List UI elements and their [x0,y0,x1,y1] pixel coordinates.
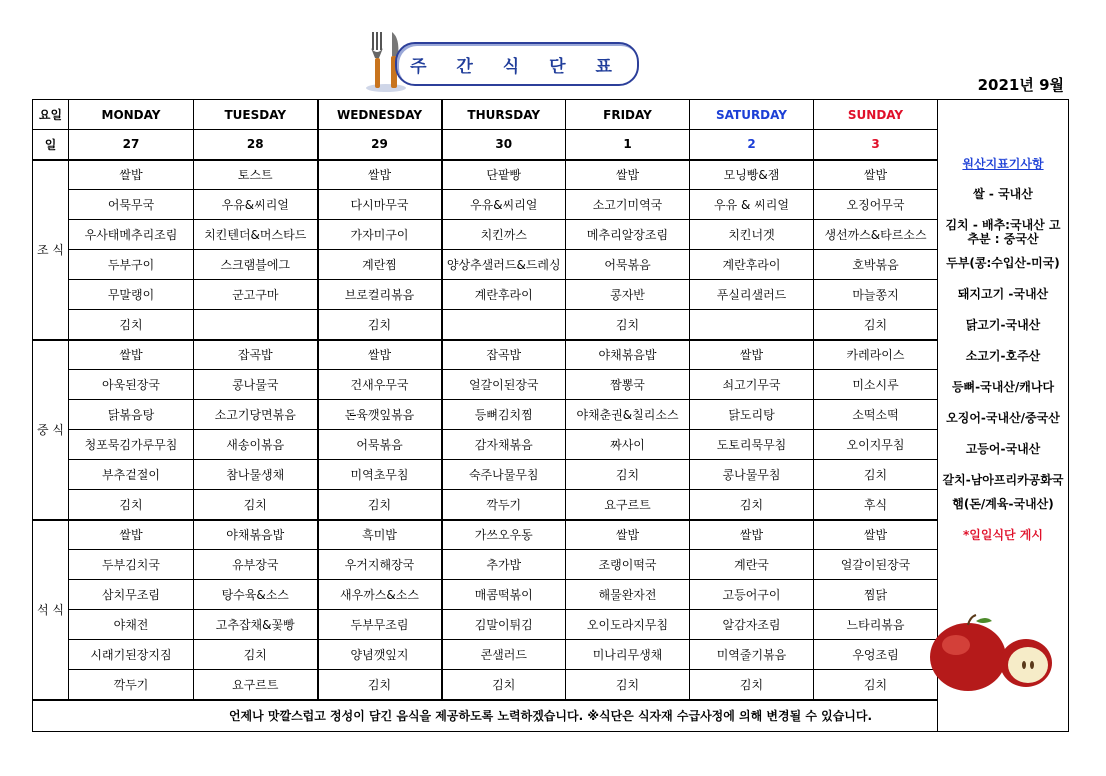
menu-item: 숙주나물무침 [442,460,566,490]
menu-item: 콩자반 [566,280,690,310]
title-banner [395,42,639,86]
menu-row [33,340,1069,370]
weekday-header: WEDNESDAY [318,100,442,130]
menu-row [33,370,1069,400]
menu-item: 소떡소떡 [814,400,938,430]
menu-item: 미소시루 [814,370,938,400]
menu-item: 얼갈이된장국 [442,370,566,400]
menu-item: 닭볶음탕 [69,400,194,430]
menu-row [33,400,1069,430]
date-row [33,130,1069,160]
page-title: 주 간 식 단 표 [410,57,624,77]
menu-item: 치킨까스 [442,220,566,250]
weekday-header: TUESDAY [194,100,318,130]
date-header: 30 [442,130,566,160]
menu-item: 가쓰오우동 [442,520,566,550]
menu-item: 김치 [690,490,814,520]
menu-row [33,280,1069,310]
date-header: 3 [814,130,938,160]
menu-item: 양상추샐러드&드레싱 [442,250,566,280]
origin-item: 등뼈-국내산/캐나다 [951,380,1055,394]
menu-item: 우엉조림 [814,640,938,670]
menu-item: 김치 [194,490,318,520]
menu-item: 스크램블에그 [194,250,318,280]
date-header: 28 [194,130,318,160]
menu-item: 호박볶음 [814,250,938,280]
menu-item: 우사태메추리조림 [69,220,194,250]
menu-item: 마늘쫑지 [814,280,938,310]
menu-item: 김치 [69,490,194,520]
menu-item: 참나물생채 [194,460,318,490]
origin-item: 갈치-남아프리카공화국 [942,473,1064,487]
menu-row [33,190,1069,220]
menu-item: 쌀밥 [566,160,690,190]
menu-item: 생선까스&타르소스 [814,220,938,250]
menu-item: 쌀밥 [69,160,194,190]
menu-item: 우거지해장국 [318,550,442,580]
menu-item: 우유&씨리얼 [442,190,566,220]
menu-item: 어묵무국 [69,190,194,220]
menu-item: 고추잡채&꽃빵 [194,610,318,640]
weekday-header: FRIDAY [566,100,690,130]
date-header: 27 [69,130,194,160]
menu-item: 오징어무국 [814,190,938,220]
date-header-label: 일 [33,130,69,160]
menu-item: 미역줄기볶음 [690,640,814,670]
menu-item: 등뼈김치찜 [442,400,566,430]
menu-item: 양념깻잎지 [318,640,442,670]
weekday-header-label: 요일 [33,100,69,130]
meal-label: 조 식 [33,160,69,340]
menu-item: 쌀밥 [566,520,690,550]
menu-item: 후식 [814,490,938,520]
menu-item: 쌀밥 [690,520,814,550]
menu-item: 김말이튀김 [442,610,566,640]
menu-item: 치킨너겟 [690,220,814,250]
menu-item: 해물완자전 [566,580,690,610]
menu-item: 두부김치국 [69,550,194,580]
menu-item: 찜닭 [814,580,938,610]
weekday-header: SATURDAY [690,100,814,130]
menu-item: 매콤떡볶이 [442,580,566,610]
menu-item: 김치 [194,640,318,670]
menu-item: 단팥빵 [442,160,566,190]
weekday-header: SUNDAY [814,100,938,130]
menu-item: 새우까스&소스 [318,580,442,610]
menu-item: 쌀밥 [69,340,194,370]
menu-item: 돈육깻잎볶음 [318,400,442,430]
menu-item: 김치 [566,310,690,340]
weekday-header: MONDAY [69,100,194,130]
menu-row [33,580,1069,610]
menu-item: 콩나물국 [194,370,318,400]
menu-item: 느타리볶음 [814,610,938,640]
menu-item: 어묵볶음 [318,430,442,460]
menu-item: 고등어구이 [690,580,814,610]
menu-item: 짬뽕국 [566,370,690,400]
menu-item: 토스트 [194,160,318,190]
menu-item [194,310,318,340]
menu-item: 김치 [318,670,442,700]
menu-item: 추가밥 [442,550,566,580]
menu-item: 소고기미역국 [566,190,690,220]
menu-item: 야채전 [69,610,194,640]
menu-item: 푸실리샐러드 [690,280,814,310]
menu-row [33,220,1069,250]
menu-row [33,310,1069,340]
menu-item: 쌀밥 [690,340,814,370]
menu-item: 콩나물무침 [690,460,814,490]
menu-item: 짜사이 [566,430,690,460]
menu-item: 계란후라이 [690,250,814,280]
month-label: 2021년 9월 [977,76,1064,94]
origin-item: 돼지고기 -국내산 [957,287,1049,301]
menu-item: 흑미밥 [318,520,442,550]
menu-item: 소고기당면볶음 [194,400,318,430]
menu-item: 김치 [814,460,938,490]
origin-item: 소고기-호주산 [965,349,1041,363]
menu-item: 부추겉절이 [69,460,194,490]
menu-row [33,640,1069,670]
weekday-row [33,100,1069,130]
menu-item: 깍두기 [69,670,194,700]
menu-item: 조랭이떡국 [566,550,690,580]
origin-item: 고등어-국내산 [965,442,1041,456]
menu-item: 요구르트 [566,490,690,520]
menu-item: 김치 [690,670,814,700]
menu-item: 쌀밥 [814,520,938,550]
menu-item: 다시마무국 [318,190,442,220]
menu-item: 가자미구이 [318,220,442,250]
menu-item: 김치 [566,670,690,700]
origin-item: 닭고기-국내산 [965,318,1041,332]
menu-item: 유부장국 [194,550,318,580]
footer-row [33,700,1069,732]
menu-item: 오이도라지무침 [566,610,690,640]
menu-item: 무말랭이 [69,280,194,310]
menu-item: 쌀밥 [814,160,938,190]
menu-row [33,490,1069,520]
weekly-menu-table [32,99,1069,732]
origin-title: 원산지표기사항 [962,157,1044,171]
menu-item: 계란국 [690,550,814,580]
menu-item: 군고구마 [194,280,318,310]
origin-item: 쌀 - 국내산 [973,187,1033,201]
menu-item: 미역초무침 [318,460,442,490]
menu-item: 계란찜 [318,250,442,280]
origin-item: 김치 - 배추:국내산 고추분 : 중국산 [945,218,1061,246]
menu-item: 카레라이스 [814,340,938,370]
menu-row [33,460,1069,490]
menu-item: 김치 [69,310,194,340]
menu-row [33,670,1069,700]
menu-item: 시래기된장지짐 [69,640,194,670]
menu-item: 쌀밥 [318,160,442,190]
menu-row [33,250,1069,280]
menu-item: 김치 [442,670,566,700]
menu-row [33,430,1069,460]
menu-item: 우유 & 씨리얼 [690,190,814,220]
menu-item: 잡곡밥 [194,340,318,370]
weekday-header: THURSDAY [442,100,566,130]
menu-row [33,550,1069,580]
page-header [0,0,1106,100]
menu-item: 미나리무생채 [566,640,690,670]
menu-item: 콘샐러드 [442,640,566,670]
menu-item: 메추리알장조림 [566,220,690,250]
menu-item: 쌀밥 [69,520,194,550]
menu-item: 쌀밥 [318,340,442,370]
menu-item: 김치 [318,310,442,340]
date-header: 1 [566,130,690,160]
origin-item: 햄(돈/계육-국내산) [952,497,1054,511]
menu-item: 건새우무국 [318,370,442,400]
menu-item [442,310,566,340]
menu-item: 두부무조림 [318,610,442,640]
menu-item: 쇠고기무국 [690,370,814,400]
menu-item: 김치 [566,460,690,490]
menu-item: 치킨텐더&머스타드 [194,220,318,250]
date-header: 29 [318,130,442,160]
menu-item: 요구르트 [194,670,318,700]
menu-item: 감자채볶음 [442,430,566,460]
menu-item: 야채춘권&칠리소스 [566,400,690,430]
meal-label: 중 식 [33,340,69,520]
origin-item: 두부(콩:수입산-미국) [946,256,1060,270]
menu-item: 청포묵김가루무침 [69,430,194,460]
menu-item: 깍두기 [442,490,566,520]
menu-item: 닭도리탕 [690,400,814,430]
menu-item: 도토리묵무침 [690,430,814,460]
menu-item: 브로컬리볶음 [318,280,442,310]
menu-item: 오이지무침 [814,430,938,460]
menu-item: 잡곡밥 [442,340,566,370]
apple-image [920,613,1060,693]
menu-item: 김치 [814,670,938,700]
menu-item: 김치 [318,490,442,520]
menu-item [690,310,814,340]
menu-item: 얼갈이된장국 [814,550,938,580]
menu-item: 탕수육&소스 [194,580,318,610]
menu-row [33,520,1069,550]
menu-item: 새송이볶음 [194,430,318,460]
menu-item: 두부구이 [69,250,194,280]
daily-menu-notice: *일일식단 게시 [962,528,1043,542]
menu-item: 야채볶음밥 [566,340,690,370]
date-header: 2 [690,130,814,160]
menu-item: 야채볶음밥 [194,520,318,550]
menu-item: 어묵볶음 [566,250,690,280]
menu-row [33,610,1069,640]
meal-label: 석 식 [33,520,69,700]
origin-item: 오징어-국내산/중국산 [946,411,1060,425]
footer-note: 언제나 맛깔스럽고 정성이 담긴 음식을 제공하도록 노력하겠습니다. ※식단은 식자재 수급사정에 의해 변경될 수 있습니다. [33,700,1069,732]
menu-item: 우유&씨리얼 [194,190,318,220]
menu-item: 모닝빵&잼 [690,160,814,190]
menu-item: 계란후라이 [442,280,566,310]
menu-item: 알감자조림 [690,610,814,640]
menu-item: 김치 [814,310,938,340]
menu-item: 삼치무조림 [69,580,194,610]
menu-item: 아욱된장국 [69,370,194,400]
menu-row [33,160,1069,190]
